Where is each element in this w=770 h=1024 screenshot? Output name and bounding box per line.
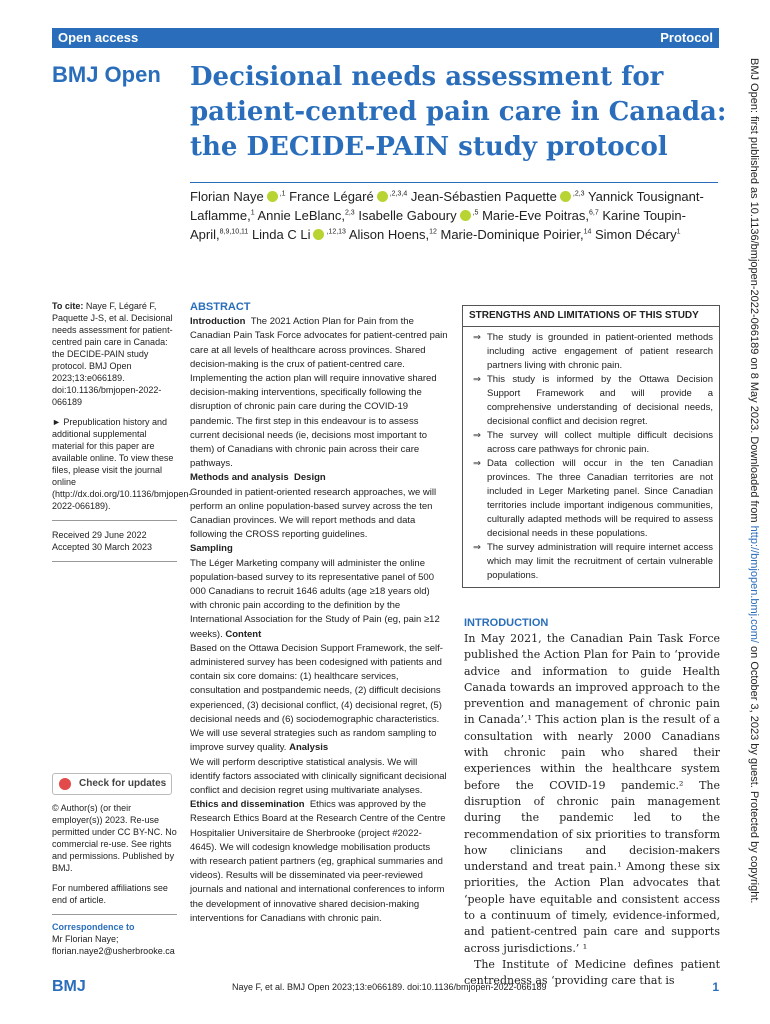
author-name-text: Simon Décary — [594, 227, 677, 242]
author-name-text: Alison Hoens, — [348, 227, 430, 242]
list-item: ⇒ This study is informed by the Ottawa Decision Support Framework and will provide a comprehensive understanding of decisional needs, decisional conflict and decision regret. — [473, 373, 713, 429]
strengths-list — [463, 331, 719, 583]
journal-logo: BMJ Open — [52, 62, 161, 87]
article-sidebar — [52, 300, 192, 570]
affiliation-superscript: ,2,3,4 — [389, 190, 408, 198]
ethics-text: Ethics was approved by the Research Ethics Board at the Research Centre of the Centre Hospitalier Universitaire de Sherbrooke (project #2022-4645). We will codesign knowledge mobilisation products with research patient partners (eg, graphical summaries and videos). Results will be disseminated via peer-reviewed journals and national and international conferences to inform the development of innovative shared decision-making interventions for Canadians with chronic pain. — [190, 799, 446, 924]
article-type-label: Protocol — [660, 30, 713, 45]
affiliation-superscript: 14 — [583, 228, 592, 236]
affiliation-superscript: 2,3 — [344, 209, 355, 217]
abstract-analysis: We will perform descriptive statistical analysis. We will identify factors associated with clinically significant decisional conflict and decision regret using multivariate analyses. — [190, 756, 447, 796]
vertical-pre: BMJ Open: first published as 10.1136/bmjopen-2022-066189 on 8 May 2023. Downloaded from — [748, 58, 760, 526]
abstract — [190, 300, 448, 926]
intro-label: Introduction — [190, 316, 246, 328]
affiliation-superscript: 12 — [429, 228, 437, 236]
article-title: Decisional needs assessment for patient-centred pain care in Canada: the DECIDE-PAIN study protocol — [190, 62, 727, 162]
top-banner — [52, 28, 719, 48]
correspondence-heading: Correspondence to — [52, 922, 135, 932]
content-text: Based on the Ottawa Decision Support Framework, the self-administered survey has been codesigned with patients and contain six core domains: (1) healthcare services, consultation and postpandemic needs, (2) difficult decisions experienced, (3) decisional conflict, (4) decisional regret, (5) decisional needs and (6) sociodemographic characteristics. We will use several strategies such as random sampling to improve survey quality. — [190, 642, 443, 754]
footer-citation: Naye F, et al. BMJ Open 2023;13:e066189. doi:10.1136/bmjopen-2022-066189 — [232, 982, 547, 992]
divider — [52, 561, 177, 562]
orcid-icon[interactable] — [377, 191, 388, 202]
intro-text: The 2021 Action Plan for Pain from the Canadian Pain Task Force advocates for patient-centred pain care at all levels of healthcare across provinces. Shared decision-making is the crux of patient-centred care. Implementing the action plan will require innovative shared decision-making interventions, specifically following the disruption of chronic pain care during the COVID-19 pandemic. The first step in this endeavour is to assess current decisional needs (ie, decisions most important to them) of Canadians with chronic pain across their care pathways. — [190, 316, 448, 470]
publisher-logo: BMJ — [52, 978, 86, 995]
divider — [52, 520, 177, 521]
introduction-heading: INTRODUCTION — [464, 617, 549, 629]
cite-block — [52, 300, 177, 408]
page-number: 1 — [712, 980, 719, 994]
orcid-icon[interactable] — [460, 210, 471, 221]
abstract-design: Grounded in patient-oriented research approaches, we will perform an online population-based survey across the ten Canadian provinces. We will report methods and data following the CROSS reporting guidelines. — [190, 486, 437, 541]
abstract-intro — [190, 315, 448, 471]
author-name-text: Jean-Sébastien Paquette — [410, 189, 557, 204]
abstract-methods-head — [190, 471, 448, 485]
introduction-section — [464, 617, 720, 990]
author-name-text: Marie-Eve Poitras, — [482, 208, 589, 223]
author-name[interactable] — [252, 227, 346, 242]
author-name[interactable] — [258, 208, 355, 223]
cite-label: To cite: — [52, 301, 84, 311]
author-name-text: Linda C Li — [251, 227, 311, 242]
orcid-icon[interactable] — [267, 191, 278, 202]
abstract-heading: ABSTRACT — [190, 301, 251, 313]
sampling-label: Sampling — [190, 543, 233, 555]
ethics-label: Ethics and dissemination — [190, 799, 305, 811]
affiliation-superscript: ,5 — [472, 209, 479, 217]
author-name[interactable] — [289, 189, 407, 204]
author-name-text: Annie LeBlanc, — [257, 208, 345, 223]
affiliations-note: For numbered affiliations see end of article. — [52, 883, 168, 905]
affiliation-superscript: 1 — [676, 228, 681, 236]
list-item: ⇒ The survey will collect multiple difficult decisions across care pathways for chronic pain. — [473, 429, 713, 457]
accepted-date: Accepted 30 March 2023 — [52, 542, 153, 552]
list-item: ⇒ The survey administration will require internet access which may limit the recruitment of certain vulnerable populations. — [473, 541, 713, 583]
received-date: Received 29 June 2022 — [52, 530, 147, 540]
cite-text: Naye F, Légaré F, Paquette J-S, et al. Decisional needs assessment for patient-centred pain care in Canada: the DECIDE-PAIN study protocol. BMJ Open 2023;13:e066189. doi:10.1136/bmjopen-2022-066189 — [52, 301, 173, 407]
author-name[interactable] — [595, 227, 681, 242]
affiliation-superscript: ,1 — [279, 190, 286, 198]
correspondence-name: Mr Florian Naye; — [52, 934, 119, 944]
analysis-label: Analysis — [289, 742, 329, 754]
author-name-text: Yannick Tousignant-Laflamme, — [190, 189, 704, 223]
intro-paragraph-2: The Institute of Medicine defines patient centredness as ‘providing care that is — [464, 957, 720, 988]
methods-label: Methods and analysis — [190, 472, 289, 484]
open-access-label: Open access — [58, 30, 139, 45]
author-name[interactable] — [190, 189, 286, 204]
correspondence-email[interactable]: florian.naye2@usherbrooke.ca — [52, 946, 175, 956]
page-footer — [52, 978, 719, 998]
list-item: ⇒ The study is grounded in patient-oriented methods including active engagement of patient research partners living with chronic pain. — [473, 331, 713, 373]
abstract-content — [190, 642, 448, 756]
author-name-text: Karine Toupin-April, — [190, 208, 686, 242]
vertical-copyright-notice — [748, 58, 760, 903]
author-name[interactable] — [358, 208, 478, 223]
divider — [52, 914, 177, 915]
design-label: Design — [294, 472, 326, 484]
author-name[interactable] — [349, 227, 437, 242]
check-updates-button[interactable] — [52, 773, 172, 795]
vertical-post: on October 3, 2023 by guest. Protected by copyright. — [748, 642, 760, 904]
author-name[interactable] — [411, 189, 585, 204]
content-label: Content — [225, 628, 262, 640]
list-item: ⇒ Data collection will occur in the ten Canadian provinces. The three Canadian territories are not included in Leger Marketing panel. Since Canadian territories include important indigenous communities, culturally adapted methods will be required to assess decisional needs in these populations. — [473, 457, 713, 541]
affiliation-superscript: 8,9,10,11 — [219, 228, 249, 236]
affiliation-superscript: ,2,3 — [572, 190, 585, 198]
author-list — [190, 182, 718, 244]
abstract-ethics — [190, 798, 448, 926]
prepub-note[interactable]: ► Prepublication history and additional supplemental material for this paper are available online. To view these files, please visit the journal online (http://dx.doi.org/10.1136/bmjopen-2022-066189). — [52, 417, 192, 511]
abstract-sampling-head — [190, 542, 448, 556]
journal-link[interactable]: http://bmjopen.bmj.com/ — [748, 525, 760, 643]
abstract-sampling — [190, 557, 448, 642]
intro-paragraph-1: In May 2021, the Canadian Pain Task Force published the Action Plan for Pain to ‘provide advice and information to guide Health Canada towards an improved approach to the prevention and management of chronic pain in Canada’.¹ This action plan is the result of a consultation with nearly 2000 Canadians with chronic pain who shared their experiences within the healthcare system before the COVID-19 pandemic.² The disruption of chronic pain management during the pandemic led to the recommendation of six priorities to transform how clinicians and decision-makers understand and treat pain.¹ Among these six priorities, the Action Plan advocates that ‘people have equitable and consistent access to a continuum of timely, evidence-informed, and patient-centred pain care and supports across jurisdictions.’ ¹ — [464, 632, 720, 955]
crossmark-icon — [59, 778, 71, 790]
orcid-icon[interactable] — [560, 191, 571, 202]
strengths-heading: STRENGTHS AND LIMITATIONS OF THIS STUDY — [463, 306, 719, 327]
affiliation-superscript: 6,7 — [589, 209, 599, 217]
author-name[interactable] — [482, 208, 599, 223]
author-name-text: Florian Naye — [190, 189, 264, 204]
affiliation-superscript: 1 — [250, 209, 255, 217]
strengths-box — [462, 305, 720, 588]
author-name-text: Marie-Dominique Poirier, — [440, 227, 584, 242]
sampling-text: The Léger Marketing company will administer the online population-based survey to its representative panel of 500 000 Canadians to recruit 1646 adults (age ≥18 years old) with chronic pain according to the definition by the International Association for the Study of Pain (eg, pain ≥12 weeks). — [190, 557, 440, 640]
check-updates-label: Check for updates — [79, 778, 167, 789]
author-name-text: France Légaré — [289, 189, 374, 204]
copyright-text: © Author(s) (or their employer(s)) 2023. Re-use permitted under CC BY-NC. No commercial re-use. See rights and permissions. Published by BMJ. — [52, 803, 177, 873]
author-name[interactable] — [441, 227, 592, 242]
author-name-text: Isabelle Gaboury — [358, 208, 457, 223]
affiliation-superscript: ,12,13 — [326, 228, 346, 236]
copyright-sidebar — [52, 802, 177, 957]
introduction-body — [464, 631, 720, 990]
orcid-icon[interactable] — [313, 229, 324, 240]
